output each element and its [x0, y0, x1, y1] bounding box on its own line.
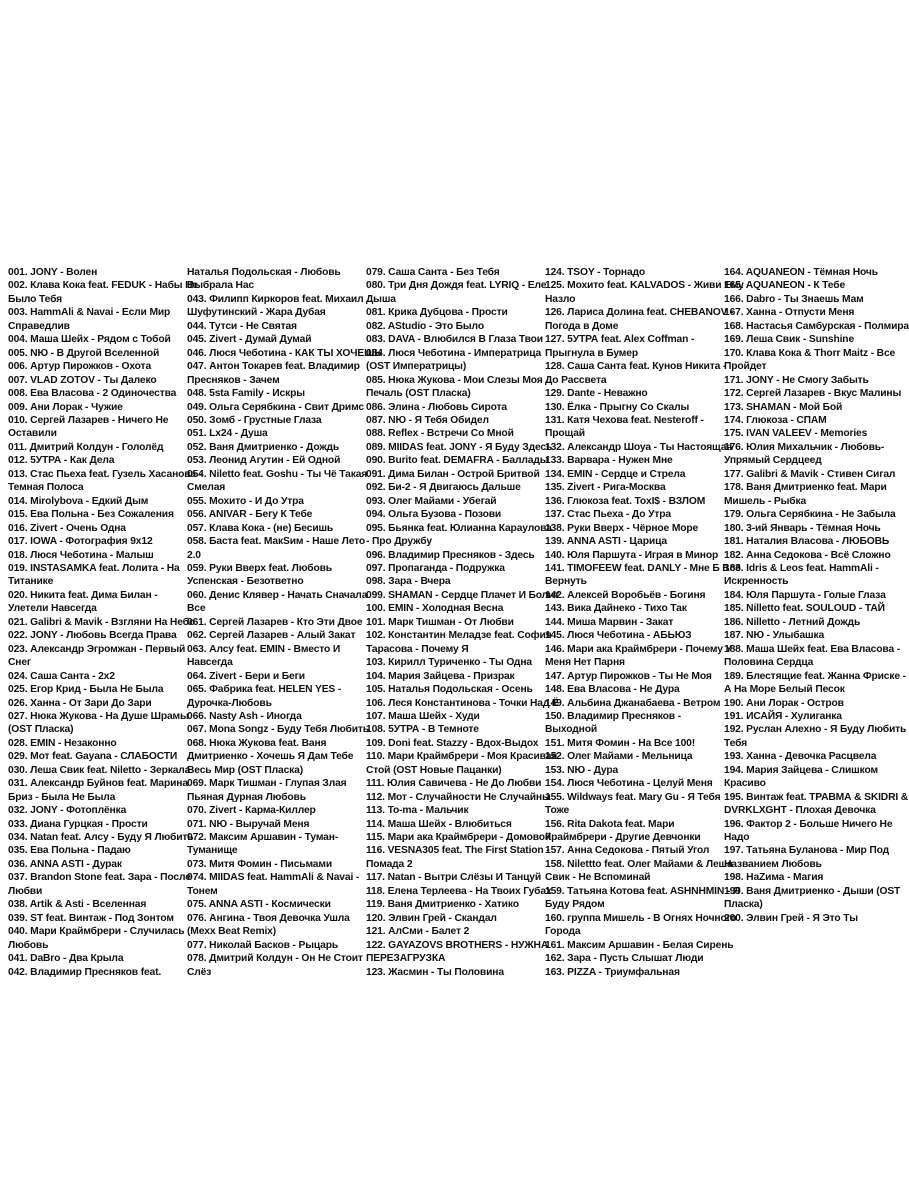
track-line: 178. Ваня Дмитриенко feat. Мари [724, 482, 887, 494]
track-line: 055. Мохито - И До Утра [187, 495, 304, 507]
track-line: Вернуть [545, 576, 587, 588]
track-line: 003. HammAli & Navai - Если Мир [8, 307, 171, 319]
track-line: 120. Элвин Грей - Скандал [366, 912, 497, 924]
track-line: 030. Леша Свик feat. Niletto - Зеркала [8, 764, 191, 776]
track-line: Темная Полоса [8, 482, 84, 494]
track-line: Шуфутинский - Жара Дубая [187, 307, 326, 319]
track-line: 109. Doni feat. Stazzy - Вдох-Выдох [366, 737, 539, 749]
track-line: 069. Марк Тишман - Глупая Злая [187, 778, 347, 790]
track-line: 005. NЮ - В Другой Вселенной [8, 347, 160, 359]
track-line: 152. Олег Майами - Мельница [545, 751, 693, 763]
track-line: 197. Татьяна Буланова - Мир Под [724, 845, 890, 857]
track-line: 156. Rita Dakota feat. Мари [545, 818, 675, 830]
track-line: 177. Galibri & Mavik - Стивен Сигал [724, 468, 896, 480]
track-line: 035. Ева Польна - Падаю [8, 845, 131, 857]
track-line: 118. Елена Терлеева - На Твоих Губах [366, 885, 552, 897]
tracklist-sheet [8, 266, 909, 979]
track-line: 017. IOWA - Фотография 9х12 [8, 536, 153, 548]
track-line: 106. Леся Константинова - Точки Над Ё [366, 697, 559, 709]
track-line: 145. Люся Чеботина - АБЬЮЗ [545, 630, 692, 642]
track-line: 104. Мария Зайцева - Призрак [366, 670, 515, 682]
track-line: Наталья Подольская - Любовь [187, 267, 341, 278]
track-line: 013. Стас Пьеха feat. Гузель Хасанова - [8, 468, 202, 480]
track-line: 125. Мохито feat. KALVADOS - Живи Ему [545, 280, 744, 292]
track-line: Печаль (OST Пласка) [366, 388, 471, 400]
track-line: 037. Brandon Stone feat. Зара - После [8, 872, 191, 884]
track-line: Оставили [8, 428, 57, 440]
track-line: 159. Татьяна Котова feat. ASHNHMIN - Я [545, 885, 741, 897]
track-line: 049. Ольга Серябкина - Свит Дримс [187, 401, 365, 413]
track-line: 087. NЮ - Я Тебя Обидел [366, 414, 489, 426]
track-line: 057. Клава Кока - (не) Бесишь [187, 522, 334, 534]
track-line: 018. Люся Чеботина - Малыш [8, 549, 154, 561]
track-line: Было Тебя [8, 293, 63, 305]
track-line: 020. Никита feat. Дима Билан - [8, 589, 158, 601]
track-line: Свик - Не Вспоминай [545, 872, 651, 884]
track-line: 111. Юлия Савичева - Не До Любви [366, 778, 542, 790]
track-line: 031. Александр Буйнов feat. Марина [8, 778, 188, 790]
track-line: 188. Маша Шейх feat. Ева Власова - [724, 643, 901, 655]
track-line: 136. Глюкоза feat. ToxI$ - ВЗЛОМ [545, 495, 706, 507]
track-line: 153. NЮ - Дура [545, 764, 619, 776]
track-line: 113. To-ma - Мальчик [366, 805, 469, 817]
track-line: 061. Сергей Лазарев - Кто Эти Двое [187, 616, 363, 628]
track-line: Тоже [545, 805, 570, 817]
track-line: 090. Burito feat. DEMAFRA - Баллады [366, 455, 549, 467]
track-line: Тебя [724, 737, 748, 749]
track-line: Пресняков - Зачем [187, 374, 280, 386]
track-line: 189. Блестящие feat. Жанна Фриске - [724, 670, 906, 682]
track-line: 052. Ваня Дмитриенко - Дождь [187, 441, 340, 453]
track-line: Улетели Навсегда [8, 603, 97, 615]
track-line: ПЕРЕЗАГРУЗКА [366, 953, 446, 965]
track-line: Помада 2 [366, 858, 413, 870]
track-line: 038. Artik & Asti - Вселенная [8, 899, 147, 911]
track-line: 142. Алексей Воробьёв - Богиня [545, 589, 706, 601]
track-line: Любовь [8, 939, 49, 951]
track-line: 001. JONY - Волен [8, 267, 98, 278]
track-line: 007. VLAD ZOTOV - Ты Далеко [8, 374, 157, 386]
track-line: 081. Крика Дубцова - Прости [366, 307, 508, 319]
track-line: 083. DAVA - Влюбился В Глаза Твои [366, 334, 543, 346]
track-line: 008. Ева Власова - 2 Одиночества [8, 388, 177, 400]
track-line: 105. Наталья Подольская - Осень [366, 684, 533, 696]
track-line: 093. Олег Майами - Убегай [366, 495, 497, 507]
track-line: Титанике [8, 576, 54, 588]
track-line: 194. Мария Зайцева - Слишком [724, 764, 878, 776]
track-line: 076. Ангина - Твоя Девочка Ушла [187, 912, 350, 924]
track-line: 161. Максим Аршавин - Белая Сирень [545, 939, 734, 951]
track-line: Прощай [545, 428, 585, 440]
track-line: 064. Zivert - Бери и Беги [187, 670, 305, 682]
track-line: Успенская - Безответно [187, 576, 304, 588]
track-line: 004. Маша Шейх - Рядом с Тобой [8, 334, 171, 346]
track-line: 044. Тутси - Не Святая [187, 320, 297, 332]
track-line: 029. Мот feat. Gayana - СЛАБОСТИ [8, 751, 178, 763]
track-line: Красиво [724, 778, 766, 790]
track-line: 173. SHAMAN - Мой Бой [724, 401, 843, 413]
track-line: 129. Dante - Неважно [545, 388, 648, 400]
track-line: Навсегда [187, 657, 233, 669]
track-line: 071. NЮ - Выручай Меня [187, 818, 310, 830]
track-line: 103. Кирилл Туриченко - Ты Одна [366, 657, 532, 669]
track-line: 180. 3-ий Январь - Тёмная Ночь [724, 522, 881, 534]
track-line: - Про Дружбу [366, 536, 432, 548]
track-line: Упрямый Сердцеед [724, 455, 822, 467]
track-line: 033. Диана Гурцкая - Прости [8, 818, 148, 830]
track-line: 157. Анна Седокова - Пятый Угол [545, 845, 710, 857]
track-line: 144. Миша Марвин - Закат [545, 616, 674, 628]
track-line: 115. Мари ака Краймбрери - Домовой [366, 832, 552, 844]
track-line: (Mexx Beat Remix) [187, 926, 277, 938]
track-line: 179. Ольга Серябкина - Не Забыла [724, 509, 896, 521]
track-line: 056. ANIVAR - Бегу К Тебе [187, 509, 313, 521]
track-line: 195. Винтаж feat. ТРАВМА & SKIDRI & [724, 791, 909, 803]
track-line: Пласка) [724, 899, 763, 911]
track-line: 092. Би-2 - Я Двигаюсь Дальше [366, 482, 521, 494]
track-line: 117. Natan - Вытри Слёзы И Танцуй [366, 872, 541, 884]
track-line: 096. Владимир Пресняков - Здесь [366, 549, 535, 561]
track-line: 047. Антон Токарев feat. Владимир [187, 361, 360, 373]
track-line: 187. NЮ - Улыбашка [724, 630, 825, 642]
track-line: 124. TSOY - Торнадо [545, 267, 646, 278]
track-line: Смелая [187, 482, 226, 494]
track-line: Названием Любовь [724, 858, 822, 870]
track-line: 026. Ханна - От Зари До Зари [8, 697, 152, 709]
track-line: Стой (OST Новые Пацанки) [366, 764, 502, 776]
track-line: 075. ANNA ASTI - Космически [187, 899, 331, 911]
track-line: 059. Руки Вверх feat. Любовь [187, 562, 332, 574]
track-line: Половина Сердца [724, 657, 814, 669]
track-line: 070. Zivert - Карма-Киллер [187, 805, 316, 817]
track-line: 097. Пропаганда - Подружка [366, 562, 505, 574]
track-line: Меня Нет Парня [545, 657, 625, 669]
track-line: 146. Мари ака Краймбрери - Почему У [545, 643, 732, 655]
track-line: 166. Dabro - Ты Знаешь Мам [724, 293, 864, 305]
track-line: Искренность [724, 576, 789, 588]
track-line: 048. 5sta Family - Искры [187, 388, 305, 400]
track-line: 137. Стас Пьеха - До Утра [545, 509, 671, 521]
track-line: А На Море Белый Песок [724, 684, 845, 696]
track-line: Прыгнула в Бумер [545, 347, 638, 359]
track-line: 168. Настасья Самбурская - Полмира [724, 320, 909, 332]
track-line: 131. Катя Чехова feat. Nesteroff - [545, 414, 704, 426]
track-line: 039. ST feat. Винтаж - Под Зонтом [8, 912, 174, 924]
track-line: 021. Galibri & Mavik - Взгляни На Небо [8, 616, 195, 628]
track-line: 128. Саша Санта feat. Кунов Никита - [545, 361, 727, 373]
track-line: Туманище [187, 845, 238, 857]
track-line: 086. Элина - Любовь Сирота [366, 401, 507, 413]
track-line: 084. Люся Чеботина - Императрица [366, 347, 542, 359]
track-line: 051. Lx24 - Душа [187, 428, 268, 440]
track-line: 014. Mirolybova - Едкий Дым [8, 495, 149, 507]
track-line: 036. ANNA ASTI - Дурак [8, 858, 122, 870]
track-line: 060. Денис Клявер - Начать Сначала [187, 589, 368, 601]
track-line: 011. Дмитрий Колдун - Гололёд [8, 441, 164, 453]
track-line: 065. Фабрика feat. HELEN YES - [187, 684, 342, 696]
track-line: 163. PIZZA - Триумфальная [545, 966, 680, 978]
track-line: 068. Нюка Жукова feat. Ваня [187, 737, 327, 749]
track-line: Краймбрери - Другие Девчонки [545, 832, 701, 844]
track-line: 172. Сергей Лазарев - Вкус Малины [724, 388, 902, 400]
track-line: 186. Nilletto - Летний Дождь [724, 616, 861, 628]
track-line: 062. Сергей Лазарев - Алый Закат [187, 630, 356, 642]
track-line: 127. 5УТРА feat. Alex Coffman - [545, 334, 695, 346]
track-line: 002. Клава Кока feat. FEDUK - Набы Не [8, 280, 198, 292]
track-line: 066. Nasty Ash - Иногда [187, 710, 302, 722]
track-line: Погода в Доме [545, 320, 619, 332]
track-line: Весь Мир (OST Пласка) [187, 764, 304, 776]
track-line: 191. ИСАЙЯ - Хулиганка [724, 710, 842, 722]
track-line: 110. Мари Краймбрери - Моя Красивая [366, 751, 558, 763]
track-line: 150. Владимир Пресняков - [545, 710, 681, 722]
track-line: Города [545, 926, 581, 938]
track-line: 072. Максим Аршавин - Туман- [187, 832, 339, 844]
track-line: 053. Леонид Агутин - Ей Одной [187, 455, 341, 467]
track-line: 079. Саша Санта - Без Тебя [366, 267, 500, 278]
track-line: 015. Ева Польна - Без Сожаления [8, 509, 174, 521]
track-line: 027. Нюка Жукова - На Душе Шрамы [8, 710, 189, 722]
track-line: 023. Александр Эгромжан - Первый [8, 643, 186, 655]
track-line: Надо [724, 832, 750, 844]
track-line: 114. Маша Шейх - Влюбиться [366, 818, 512, 830]
track-line: 067. Mona Songz - Буду Тебя Любить [187, 724, 369, 736]
track-line: Тарасова - Почему Я [366, 643, 469, 655]
track-line: 138. Руки Вверх - Чёрное Море [545, 522, 699, 534]
track-line: 171. JONY - Не Смогу Забыть [724, 374, 869, 386]
track-line: 190. Ани Лорак - Остров [724, 697, 844, 709]
track-line: Все [187, 603, 206, 615]
track-line: 112. Мот - Случайности Не Случайны [366, 791, 551, 803]
track-line: 139. ANNA ASTI - Царица [545, 536, 667, 548]
track-line: 123. Жасмин - Ты Половина [366, 966, 504, 978]
track-line: 192. Руслан Алехно - Я Буду Любить [724, 724, 907, 736]
track-line: 012. 5УТРА - Как Дела [8, 455, 115, 467]
track-line: 121. АлСми - Балет 2 [366, 926, 470, 938]
track-line: 022. JONY - Любовь Всегда Права [8, 630, 177, 642]
track-line: Буду Рядом [545, 899, 605, 911]
track-line: 074. MIIDAS feat. HammAli & Navai - [187, 872, 360, 884]
track-line: 160. группа Мишель - В Огнях Ночного [545, 912, 737, 924]
track-line: 193. Ханна - Девочка Расцвела [724, 751, 877, 763]
track-line: 088. Reflex - Встречи Со Мной [366, 428, 514, 440]
track-line: 170. Клава Кока & Thorr Maitz - Все [724, 347, 896, 359]
track-line: Справедлив [8, 320, 70, 332]
track-line: 2.0 [187, 549, 201, 561]
track-line: Мишель - Рыбка [724, 495, 807, 507]
track-line: Выбрала Нас [187, 280, 254, 292]
track-line: 141. TIMOFEEW feat. DANLY - Мне Б Всё [545, 562, 741, 574]
track-line: 040. Мари Краймбрери - Случилась [8, 926, 185, 938]
track-line: До Рассвета [545, 374, 607, 386]
track-line: 200. Элвин Грей - Я Это Ты [724, 912, 858, 924]
track-line: 025. Егор Крид - Была Не Была [8, 684, 164, 696]
track-line: Назло [545, 293, 576, 305]
track-line: Любви [8, 885, 43, 897]
track-line: 155. Wildways feat. Mary Gu - Я Тебя [545, 791, 721, 803]
track-line: 196. Фактор 2 - Больше Ничего Не [724, 818, 893, 830]
track-line: 016. Zivert - Очень Одна [8, 522, 126, 534]
track-line: Слёз [187, 966, 212, 978]
track-line: 054. Niletto feat. Goshu - Ты Чё Такая [187, 468, 368, 480]
track-line: 181. Наталия Власова - ЛЮБОВЬ [724, 536, 890, 548]
track-line: 077. Николай Басков - Рыцарь [187, 939, 339, 951]
track-line: 073. Митя Фомин - Письмами [187, 858, 333, 870]
track-line: 132. Александр Шоуа - Ты Настоящая [545, 441, 733, 453]
track-line: 094. Ольга Бузова - Позови [366, 509, 502, 521]
track-line: 116. VESNA305 feat. The First Station - [366, 845, 550, 857]
track-line: 063. Алсу feat. EMIN - Вместо И [187, 643, 341, 655]
track-line: 185. Nilletto feat. SOULOUD - ТАЙ [724, 603, 885, 615]
track-line: Тонем [187, 885, 218, 897]
track-line: 167. Ханна - Отпусти Меня [724, 307, 855, 319]
track-line: Выходной [545, 724, 598, 736]
track-line: 102. Константин Меладзе feat. София [366, 630, 552, 642]
track-line: 164. AQUANEON - Тёмная Ночь [724, 267, 878, 278]
track-line: 101. Марк Тишман - От Любви [366, 616, 514, 628]
track-line: 100. EMIN - Холодная Весна [366, 603, 504, 615]
track-line: Пройдет [724, 361, 767, 373]
track-line: 184. Юля Паршута - Голые Глаза [724, 589, 886, 601]
track-line: 126. Лариса Долина feat. CHEBANOV - [545, 307, 734, 319]
track-line: 082. AStudio - Это Было [366, 320, 484, 332]
track-line: 165. AQUANEON - К Тебе [724, 280, 846, 292]
track-line: 122. GAYAZOVS BROTHERS - НУЖНА [366, 939, 549, 951]
track-line: 147. Артур Пирожков - Ты Не Моя [545, 670, 712, 682]
track-line: 175. IVAN VALEEV - Memories [724, 428, 868, 440]
track-line: 151. Митя Фомин - На Все 100! [545, 737, 696, 749]
track-line: (OST Императрицы) [366, 361, 467, 373]
track-line: 140. Юля Паршута - Играя в Минор [545, 549, 719, 561]
track-line: 148. Ева Власова - Не Дура [545, 684, 680, 696]
track-line: 134. EMIN - Сердце и Стрела [545, 468, 686, 480]
track-line: 119. Ваня Дмитриенко - Хатико [366, 899, 519, 911]
track-line: 099. SHAMAN - Сердце Плачет И Болит [366, 589, 560, 601]
track-line: Снег [8, 657, 32, 669]
track-line: 176. Юлия Михальчик - Любовь- [724, 441, 885, 453]
track-line: 154. Люся Чеботина - Целуй Меня [545, 778, 713, 790]
track-line: 183. Idris & Leos feat. HammAli - [724, 562, 879, 574]
track-line: 045. Zivert - Думай Думай [187, 334, 312, 346]
track-line: 046. Люся Чеботина - КАК ТЫ ХОЧЕШЬ [187, 347, 382, 359]
track-line: 024. Саша Санта - 2х2 [8, 670, 115, 682]
track-line: 034. Natan feat. Алсу - Буду Я Любить [8, 832, 194, 844]
track-line: 182. Анна Седокова - Всё Сложно [724, 549, 891, 561]
track-line: 149. Альбина Джанабаева - Ветром [545, 697, 721, 709]
track-line: 130. Ёлка - Прыгну Со Скалы [545, 401, 690, 413]
track-line: 028. EMIN - Незаконно [8, 737, 117, 749]
track-line: 019. INSTASAMKA feat. Лолита - На [8, 562, 180, 574]
track-line: 108. 5УТРА - В Темноте [366, 724, 479, 736]
track-line: 085. Нюка Жукова - Мои Слезы Моя [366, 374, 543, 386]
track-line: 199. Ваня Дмитриенко - Дыши (OST [724, 885, 901, 897]
track-line: Пьяная Дурная Любовь [187, 791, 306, 803]
track-line: DVRKLXGHT - Плохая Девочка [724, 805, 876, 817]
track-line: 058. Баста feat. МакSим - Наше Лето [187, 536, 366, 548]
track-line: Дурочка-Любовь [187, 697, 272, 709]
track-line: 107. Маша Шейх - Худи [366, 710, 480, 722]
tracklist-column-5 [724, 266, 909, 979]
track-line: 080. Три Дня Дождя feat. LYRIQ - Еле [366, 280, 547, 292]
track-line: 143. Вика Дайнеко - Тихо Так [545, 603, 687, 615]
track-line: Бриз - Была Не Была [8, 791, 116, 803]
track-line: 169. Леша Свик - Sunshine [724, 334, 855, 346]
track-line: 032. JONY - Фотоплёнка [8, 805, 127, 817]
track-line: 009. Ани Лорак - Чужие [8, 401, 123, 413]
track-line: 162. Зара - Пусть Слышат Люди [545, 953, 704, 965]
track-line: 091. Дима Билан - Острой Бритвой [366, 468, 540, 480]
track-line: 095. Бьянка feat. Юлианна Караулова [366, 522, 552, 534]
track-line: 078. Дмитрий Колдун - Он Не Стоит [187, 953, 363, 965]
track-line: 198. HaZима - Магия [724, 872, 824, 884]
track-line: 089. MIIDAS feat. JONY - Я Буду Здесь [366, 441, 553, 453]
track-line: 010. Сергей Лазарев - Ничего Не [8, 414, 169, 426]
track-line: Дмитриенко - Хочешь Я Дам Тебе [187, 751, 354, 763]
track-line: 050. Зомб - Грустные Глаза [187, 414, 322, 426]
track-line: 042. Владимир Пресняков feat. [8, 966, 162, 978]
track-line: 043. Филипп Киркоров feat. Михаил [187, 293, 364, 305]
track-line: 041. DaBro - Два Крыла [8, 953, 124, 965]
track-line: 158. Nilettto feat. Олег Майами & Леша [545, 858, 733, 870]
track-line: 098. Зара - Вчера [366, 576, 451, 588]
track-line: Дыша [366, 293, 396, 305]
track-line: (OST Пласка) [8, 724, 74, 736]
track-line: 133. Варвара - Нужен Мне [545, 455, 673, 467]
track-line: 174. Глюкоза - СПАМ [724, 414, 827, 426]
track-line: 135. Zivert - Рига-Москва [545, 482, 666, 494]
track-line: 006. Артур Пирожков - Охота [8, 361, 152, 373]
